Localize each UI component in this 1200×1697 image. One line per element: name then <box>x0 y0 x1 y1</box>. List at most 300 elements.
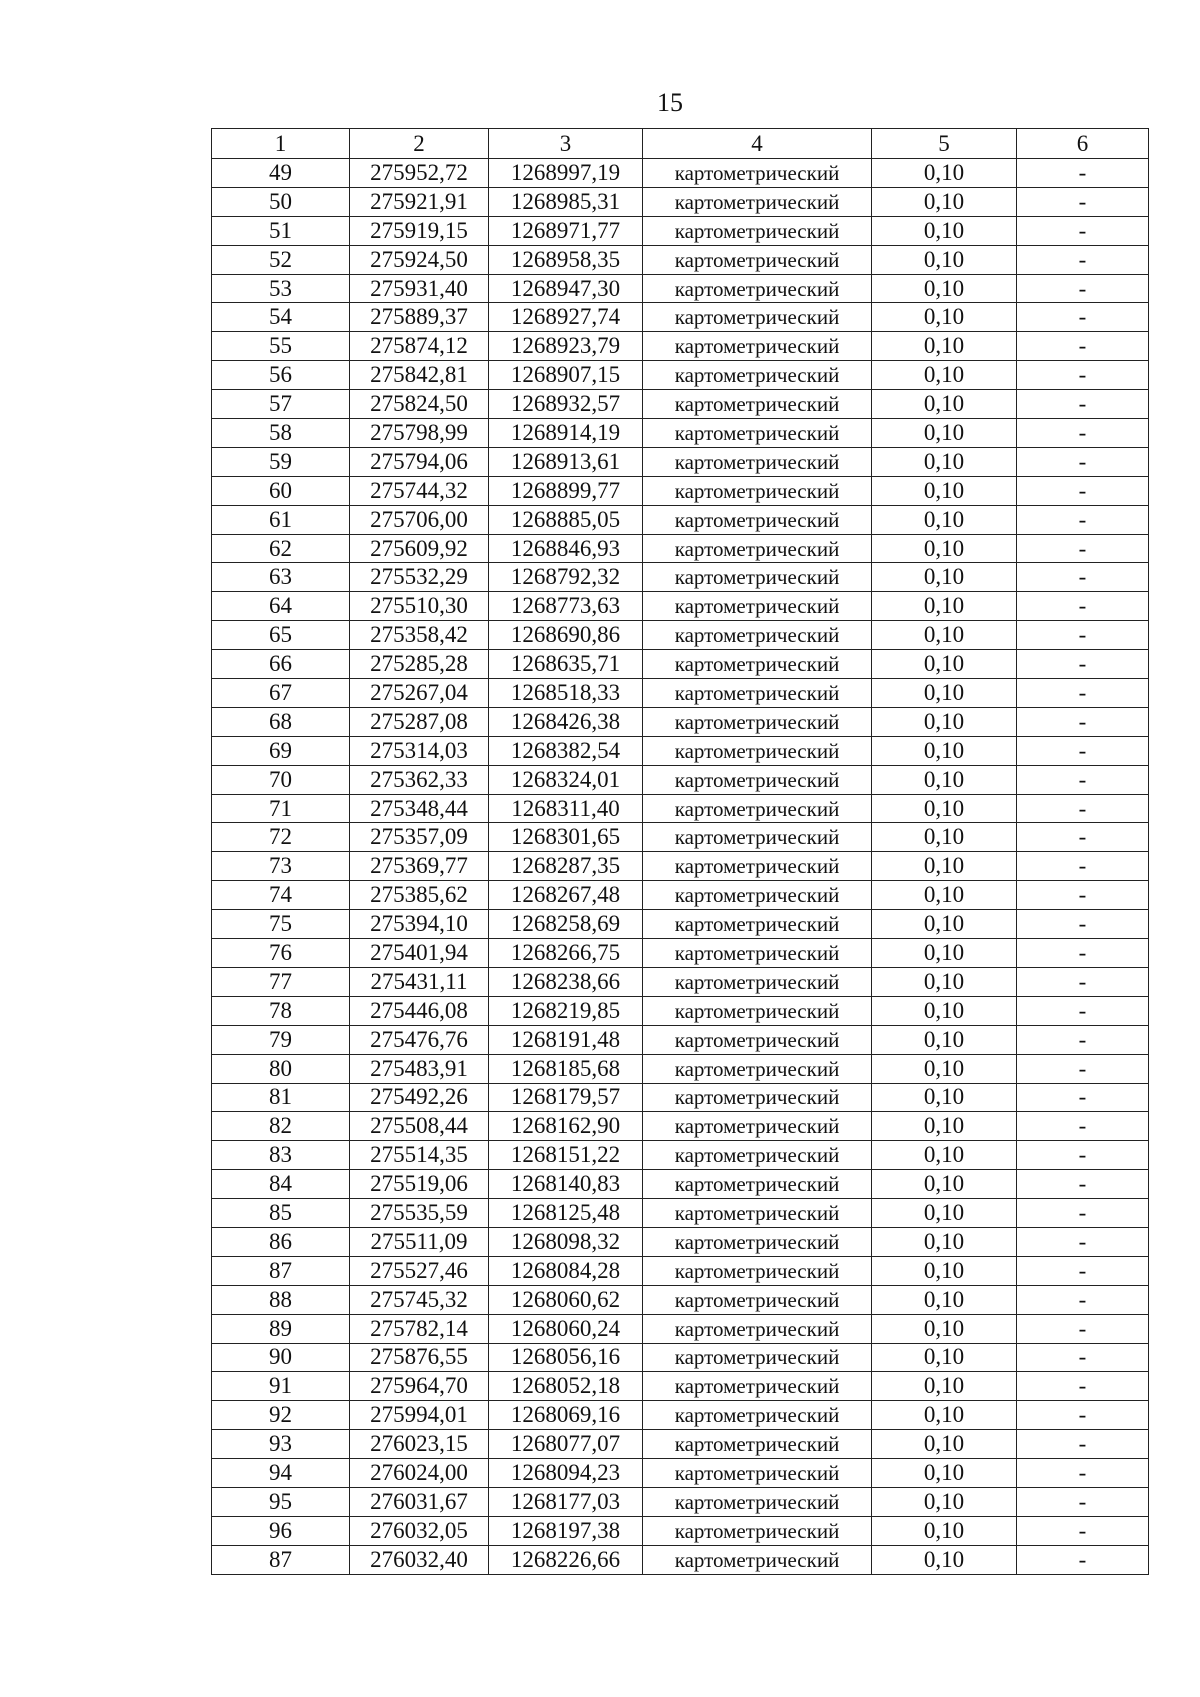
method-cell: картометрический <box>643 1516 872 1545</box>
x-coordinate-cell: 275745,32 <box>350 1285 489 1314</box>
method-cell: картометрический <box>643 216 872 245</box>
point-number-cell: 70 <box>212 765 350 794</box>
method-cell: картометрический <box>643 390 872 419</box>
x-coordinate-cell: 275511,09 <box>350 1227 489 1256</box>
method-cell: картометрический <box>643 707 872 736</box>
table-row <box>212 419 1149 448</box>
x-coordinate-cell: 275527,46 <box>350 1256 489 1285</box>
point-number-cell: 81 <box>212 1083 350 1112</box>
x-coordinate-cell: 275348,44 <box>350 794 489 823</box>
y-coordinate-cell: 1268635,71 <box>489 650 643 679</box>
x-coordinate-cell: 275519,06 <box>350 1170 489 1199</box>
method-cell: картометрический <box>643 1025 872 1054</box>
accuracy-cell: 0,10 <box>872 1083 1017 1112</box>
point-number-cell: 50 <box>212 187 350 216</box>
description-cell: - <box>1017 736 1149 765</box>
method-cell: картометрический <box>643 939 872 968</box>
accuracy-cell: 0,10 <box>872 736 1017 765</box>
description-cell: - <box>1017 1141 1149 1170</box>
method-cell: картометрический <box>643 736 872 765</box>
y-coordinate-cell: 1268311,40 <box>489 794 643 823</box>
table-row <box>212 534 1149 563</box>
point-number-cell: 71 <box>212 794 350 823</box>
x-coordinate-cell: 275369,77 <box>350 852 489 881</box>
method-cell: картометрический <box>643 303 872 332</box>
method-cell: картометрический <box>643 1459 872 1488</box>
table-row <box>212 1083 1149 1112</box>
table-row <box>212 1227 1149 1256</box>
y-coordinate-cell: 1268947,30 <box>489 274 643 303</box>
x-coordinate-cell: 275483,91 <box>350 1054 489 1083</box>
y-coordinate-cell: 1268056,16 <box>489 1343 643 1372</box>
x-coordinate-cell: 276024,00 <box>350 1459 489 1488</box>
point-number-cell: 60 <box>212 476 350 505</box>
column-header: 4 <box>643 129 872 159</box>
accuracy-cell: 0,10 <box>872 621 1017 650</box>
method-cell: картометрический <box>643 621 872 650</box>
coordinates-table <box>211 128 1149 1575</box>
description-cell: - <box>1017 707 1149 736</box>
description-cell: - <box>1017 534 1149 563</box>
y-coordinate-cell: 1268219,85 <box>489 996 643 1025</box>
method-cell: картометрический <box>643 332 872 361</box>
table-row <box>212 910 1149 939</box>
y-coordinate-cell: 1268177,03 <box>489 1487 643 1516</box>
y-coordinate-cell: 1268238,66 <box>489 967 643 996</box>
accuracy-cell: 0,10 <box>872 1343 1017 1372</box>
accuracy-cell: 0,10 <box>872 1199 1017 1228</box>
point-number-cell: 68 <box>212 707 350 736</box>
table-row <box>212 996 1149 1025</box>
y-coordinate-cell: 1268899,77 <box>489 476 643 505</box>
method-cell: картометрический <box>643 1487 872 1516</box>
accuracy-cell: 0,10 <box>872 1054 1017 1083</box>
description-cell: - <box>1017 1430 1149 1459</box>
y-coordinate-cell: 1268226,66 <box>489 1545 643 1574</box>
method-cell: картометрический <box>643 1141 872 1170</box>
description-cell: - <box>1017 216 1149 245</box>
y-coordinate-cell: 1268287,35 <box>489 852 643 881</box>
table-row <box>212 621 1149 650</box>
description-cell: - <box>1017 823 1149 852</box>
point-number-cell: 78 <box>212 996 350 1025</box>
column-header: 1 <box>212 129 350 159</box>
point-number-cell: 72 <box>212 823 350 852</box>
point-number-cell: 77 <box>212 967 350 996</box>
description-cell: - <box>1017 1112 1149 1141</box>
accuracy-cell: 0,10 <box>872 1285 1017 1314</box>
column-header: 6 <box>1017 129 1149 159</box>
method-cell: картометрический <box>643 1227 872 1256</box>
accuracy-cell: 0,10 <box>872 794 1017 823</box>
x-coordinate-cell: 275874,12 <box>350 332 489 361</box>
y-coordinate-cell: 1268162,90 <box>489 1112 643 1141</box>
y-coordinate-cell: 1268266,75 <box>489 939 643 968</box>
description-cell: - <box>1017 274 1149 303</box>
point-number-cell: 82 <box>212 1112 350 1141</box>
description-cell: - <box>1017 1199 1149 1228</box>
y-coordinate-cell: 1268846,93 <box>489 534 643 563</box>
accuracy-cell: 0,10 <box>872 563 1017 592</box>
table-row <box>212 881 1149 910</box>
accuracy-cell: 0,10 <box>872 159 1017 188</box>
x-coordinate-cell: 275532,29 <box>350 563 489 592</box>
x-coordinate-cell: 275964,70 <box>350 1372 489 1401</box>
point-number-cell: 88 <box>212 1285 350 1314</box>
column-header: 5 <box>872 129 1017 159</box>
accuracy-cell: 0,10 <box>872 390 1017 419</box>
y-coordinate-cell: 1268197,38 <box>489 1516 643 1545</box>
x-coordinate-cell: 275952,72 <box>350 159 489 188</box>
y-coordinate-cell: 1268985,31 <box>489 187 643 216</box>
accuracy-cell: 0,10 <box>872 1227 1017 1256</box>
method-cell: картометрический <box>643 967 872 996</box>
description-cell: - <box>1017 1285 1149 1314</box>
description-cell: - <box>1017 1170 1149 1199</box>
method-cell: картометрический <box>643 1256 872 1285</box>
description-cell: - <box>1017 476 1149 505</box>
method-cell: картометрический <box>643 187 872 216</box>
description-cell: - <box>1017 852 1149 881</box>
table-row <box>212 361 1149 390</box>
x-coordinate-cell: 275508,44 <box>350 1112 489 1141</box>
method-cell: картометрический <box>643 1343 872 1372</box>
point-number-cell: 76 <box>212 939 350 968</box>
y-coordinate-cell: 1268084,28 <box>489 1256 643 1285</box>
description-cell: - <box>1017 794 1149 823</box>
method-cell: картометрический <box>643 245 872 274</box>
description-cell: - <box>1017 303 1149 332</box>
point-number-cell: 56 <box>212 361 350 390</box>
y-coordinate-cell: 1268773,63 <box>489 592 643 621</box>
method-cell: картометрический <box>643 1372 872 1401</box>
x-coordinate-cell: 276023,15 <box>350 1430 489 1459</box>
y-coordinate-cell: 1268258,69 <box>489 910 643 939</box>
y-coordinate-cell: 1268324,01 <box>489 765 643 794</box>
accuracy-cell: 0,10 <box>872 1256 1017 1285</box>
table-row <box>212 1545 1149 1574</box>
accuracy-cell: 0,10 <box>872 650 1017 679</box>
method-cell: картометрический <box>643 1401 872 1430</box>
point-number-cell: 53 <box>212 274 350 303</box>
point-number-cell: 93 <box>212 1430 350 1459</box>
table-row <box>212 447 1149 476</box>
accuracy-cell: 0,10 <box>872 1025 1017 1054</box>
x-coordinate-cell: 275431,11 <box>350 967 489 996</box>
point-number-cell: 52 <box>212 245 350 274</box>
point-number-cell: 87 <box>212 1545 350 1574</box>
point-number-cell: 58 <box>212 419 350 448</box>
method-cell: картометрический <box>643 650 872 679</box>
y-coordinate-cell: 1268301,65 <box>489 823 643 852</box>
description-cell: - <box>1017 621 1149 650</box>
table-row <box>212 1054 1149 1083</box>
accuracy-cell: 0,10 <box>872 852 1017 881</box>
y-coordinate-cell: 1268885,05 <box>489 505 643 534</box>
table-row <box>212 1343 1149 1372</box>
y-coordinate-cell: 1268382,54 <box>489 736 643 765</box>
table-row <box>212 1487 1149 1516</box>
x-coordinate-cell: 275876,55 <box>350 1343 489 1372</box>
x-coordinate-cell: 275357,09 <box>350 823 489 852</box>
table-row <box>212 967 1149 996</box>
table-row <box>212 1314 1149 1343</box>
description-cell: - <box>1017 939 1149 968</box>
y-coordinate-cell: 1268191,48 <box>489 1025 643 1054</box>
point-number-cell: 69 <box>212 736 350 765</box>
x-coordinate-cell: 275385,62 <box>350 881 489 910</box>
point-number-cell: 49 <box>212 159 350 188</box>
accuracy-cell: 0,10 <box>872 1459 1017 1488</box>
table-row <box>212 1199 1149 1228</box>
y-coordinate-cell: 1268997,19 <box>489 159 643 188</box>
column-header: 3 <box>489 129 643 159</box>
description-cell: - <box>1017 1343 1149 1372</box>
accuracy-cell: 0,10 <box>872 1112 1017 1141</box>
accuracy-cell: 0,10 <box>872 1401 1017 1430</box>
y-coordinate-cell: 1268913,61 <box>489 447 643 476</box>
method-cell: картометрический <box>643 476 872 505</box>
point-number-cell: 96 <box>212 1516 350 1545</box>
x-coordinate-cell: 275394,10 <box>350 910 489 939</box>
method-cell: картометрический <box>643 679 872 708</box>
accuracy-cell: 0,10 <box>872 679 1017 708</box>
accuracy-cell: 0,10 <box>872 910 1017 939</box>
y-coordinate-cell: 1268914,19 <box>489 419 643 448</box>
table-row <box>212 1170 1149 1199</box>
x-coordinate-cell: 276032,40 <box>350 1545 489 1574</box>
accuracy-cell: 0,10 <box>872 187 1017 216</box>
y-coordinate-cell: 1268518,33 <box>489 679 643 708</box>
table-row <box>212 390 1149 419</box>
table-row <box>212 303 1149 332</box>
x-coordinate-cell: 275358,42 <box>350 621 489 650</box>
column-header: 2 <box>350 129 489 159</box>
accuracy-cell: 0,10 <box>872 476 1017 505</box>
point-number-cell: 90 <box>212 1343 350 1372</box>
description-cell: - <box>1017 1401 1149 1430</box>
point-number-cell: 55 <box>212 332 350 361</box>
accuracy-cell: 0,10 <box>872 707 1017 736</box>
x-coordinate-cell: 275794,06 <box>350 447 489 476</box>
point-number-cell: 91 <box>212 1372 350 1401</box>
method-cell: картометрический <box>643 1285 872 1314</box>
x-coordinate-cell: 275401,94 <box>350 939 489 968</box>
accuracy-cell: 0,10 <box>872 881 1017 910</box>
description-cell: - <box>1017 390 1149 419</box>
method-cell: картометрический <box>643 361 872 390</box>
table-row <box>212 679 1149 708</box>
method-cell: картометрический <box>643 419 872 448</box>
point-number-cell: 51 <box>212 216 350 245</box>
x-coordinate-cell: 275744,32 <box>350 476 489 505</box>
method-cell: картометрический <box>643 852 872 881</box>
method-cell: картометрический <box>643 1054 872 1083</box>
x-coordinate-cell: 275994,01 <box>350 1401 489 1430</box>
description-cell: - <box>1017 1372 1149 1401</box>
point-number-cell: 92 <box>212 1401 350 1430</box>
method-cell: картометрический <box>643 1430 872 1459</box>
y-coordinate-cell: 1268932,57 <box>489 390 643 419</box>
point-number-cell: 57 <box>212 390 350 419</box>
y-coordinate-cell: 1268971,77 <box>489 216 643 245</box>
x-coordinate-cell: 275889,37 <box>350 303 489 332</box>
table-row <box>212 505 1149 534</box>
point-number-cell: 74 <box>212 881 350 910</box>
accuracy-cell: 0,10 <box>872 505 1017 534</box>
point-number-cell: 95 <box>212 1487 350 1516</box>
description-cell: - <box>1017 505 1149 534</box>
method-cell: картометрический <box>643 447 872 476</box>
y-coordinate-cell: 1268690,86 <box>489 621 643 650</box>
point-number-cell: 61 <box>212 505 350 534</box>
method-cell: картометрический <box>643 505 872 534</box>
table-row <box>212 852 1149 881</box>
table-row <box>212 1430 1149 1459</box>
table-row <box>212 187 1149 216</box>
x-coordinate-cell: 275287,08 <box>350 707 489 736</box>
description-cell: - <box>1017 592 1149 621</box>
x-coordinate-cell: 275924,50 <box>350 245 489 274</box>
accuracy-cell: 0,10 <box>872 1487 1017 1516</box>
accuracy-cell: 0,10 <box>872 274 1017 303</box>
accuracy-cell: 0,10 <box>872 361 1017 390</box>
table-row <box>212 1401 1149 1430</box>
point-number-cell: 80 <box>212 1054 350 1083</box>
table-row <box>212 159 1149 188</box>
table-row <box>212 823 1149 852</box>
accuracy-cell: 0,10 <box>872 765 1017 794</box>
table-row <box>212 274 1149 303</box>
table-row <box>212 216 1149 245</box>
table-row <box>212 1285 1149 1314</box>
point-number-cell: 54 <box>212 303 350 332</box>
table-row <box>212 736 1149 765</box>
x-coordinate-cell: 276032,05 <box>350 1516 489 1545</box>
point-number-cell: 67 <box>212 679 350 708</box>
table-row <box>212 563 1149 592</box>
method-cell: картометрический <box>643 823 872 852</box>
accuracy-cell: 0,10 <box>872 1372 1017 1401</box>
table-header-row <box>212 129 1149 159</box>
table-row <box>212 592 1149 621</box>
y-coordinate-cell: 1268792,32 <box>489 563 643 592</box>
table-row <box>212 939 1149 968</box>
point-number-cell: 79 <box>212 1025 350 1054</box>
accuracy-cell: 0,10 <box>872 1516 1017 1545</box>
y-coordinate-cell: 1268140,83 <box>489 1170 643 1199</box>
table-row <box>212 476 1149 505</box>
table-row <box>212 1459 1149 1488</box>
table-row <box>212 1372 1149 1401</box>
x-coordinate-cell: 275285,28 <box>350 650 489 679</box>
x-coordinate-cell: 275842,81 <box>350 361 489 390</box>
description-cell: - <box>1017 332 1149 361</box>
accuracy-cell: 0,10 <box>872 939 1017 968</box>
point-number-cell: 75 <box>212 910 350 939</box>
y-coordinate-cell: 1268923,79 <box>489 332 643 361</box>
x-coordinate-cell: 275535,59 <box>350 1199 489 1228</box>
method-cell: картометрический <box>643 592 872 621</box>
x-coordinate-cell: 275824,50 <box>350 390 489 419</box>
point-number-cell: 63 <box>212 563 350 592</box>
description-cell: - <box>1017 159 1149 188</box>
table-row <box>212 1025 1149 1054</box>
description-cell: - <box>1017 1459 1149 1488</box>
table-row <box>212 1256 1149 1285</box>
description-cell: - <box>1017 1054 1149 1083</box>
y-coordinate-cell: 1268077,07 <box>489 1430 643 1459</box>
description-cell: - <box>1017 419 1149 448</box>
point-number-cell: 94 <box>212 1459 350 1488</box>
description-cell: - <box>1017 881 1149 910</box>
y-coordinate-cell: 1268958,35 <box>489 245 643 274</box>
description-cell: - <box>1017 447 1149 476</box>
description-cell: - <box>1017 679 1149 708</box>
table-row <box>212 332 1149 361</box>
description-cell: - <box>1017 967 1149 996</box>
description-cell: - <box>1017 1025 1149 1054</box>
table-row <box>212 1141 1149 1170</box>
x-coordinate-cell: 275514,35 <box>350 1141 489 1170</box>
table-row <box>212 245 1149 274</box>
x-coordinate-cell: 275446,08 <box>350 996 489 1025</box>
description-cell: - <box>1017 563 1149 592</box>
description-cell: - <box>1017 996 1149 1025</box>
accuracy-cell: 0,10 <box>872 1314 1017 1343</box>
method-cell: картометрический <box>643 1545 872 1574</box>
y-coordinate-cell: 1268125,48 <box>489 1199 643 1228</box>
point-number-cell: 86 <box>212 1227 350 1256</box>
accuracy-cell: 0,10 <box>872 419 1017 448</box>
table-row <box>212 1112 1149 1141</box>
point-number-cell: 64 <box>212 592 350 621</box>
method-cell: картометрический <box>643 765 872 794</box>
description-cell: - <box>1017 910 1149 939</box>
y-coordinate-cell: 1268098,32 <box>489 1227 643 1256</box>
method-cell: картометрический <box>643 996 872 1025</box>
accuracy-cell: 0,10 <box>872 245 1017 274</box>
y-coordinate-cell: 1268069,16 <box>489 1401 643 1430</box>
method-cell: картометрический <box>643 274 872 303</box>
description-cell: - <box>1017 650 1149 679</box>
x-coordinate-cell: 275798,99 <box>350 419 489 448</box>
table-row <box>212 707 1149 736</box>
table-row <box>212 765 1149 794</box>
description-cell: - <box>1017 1314 1149 1343</box>
point-number-cell: 73 <box>212 852 350 881</box>
point-number-cell: 62 <box>212 534 350 563</box>
accuracy-cell: 0,10 <box>872 823 1017 852</box>
method-cell: картометрический <box>643 1314 872 1343</box>
point-number-cell: 85 <box>212 1199 350 1228</box>
y-coordinate-cell: 1268426,38 <box>489 707 643 736</box>
x-coordinate-cell: 275267,04 <box>350 679 489 708</box>
description-cell: - <box>1017 765 1149 794</box>
description-cell: - <box>1017 361 1149 390</box>
method-cell: картометрический <box>643 1112 872 1141</box>
accuracy-cell: 0,10 <box>872 1430 1017 1459</box>
accuracy-cell: 0,10 <box>872 1545 1017 1574</box>
x-coordinate-cell: 276031,67 <box>350 1487 489 1516</box>
table-row <box>212 650 1149 679</box>
page-number: 15 <box>657 88 683 117</box>
method-cell: картометрический <box>643 910 872 939</box>
y-coordinate-cell: 1268907,15 <box>489 361 643 390</box>
point-number-cell: 84 <box>212 1170 350 1199</box>
accuracy-cell: 0,10 <box>872 534 1017 563</box>
description-cell: - <box>1017 1083 1149 1112</box>
